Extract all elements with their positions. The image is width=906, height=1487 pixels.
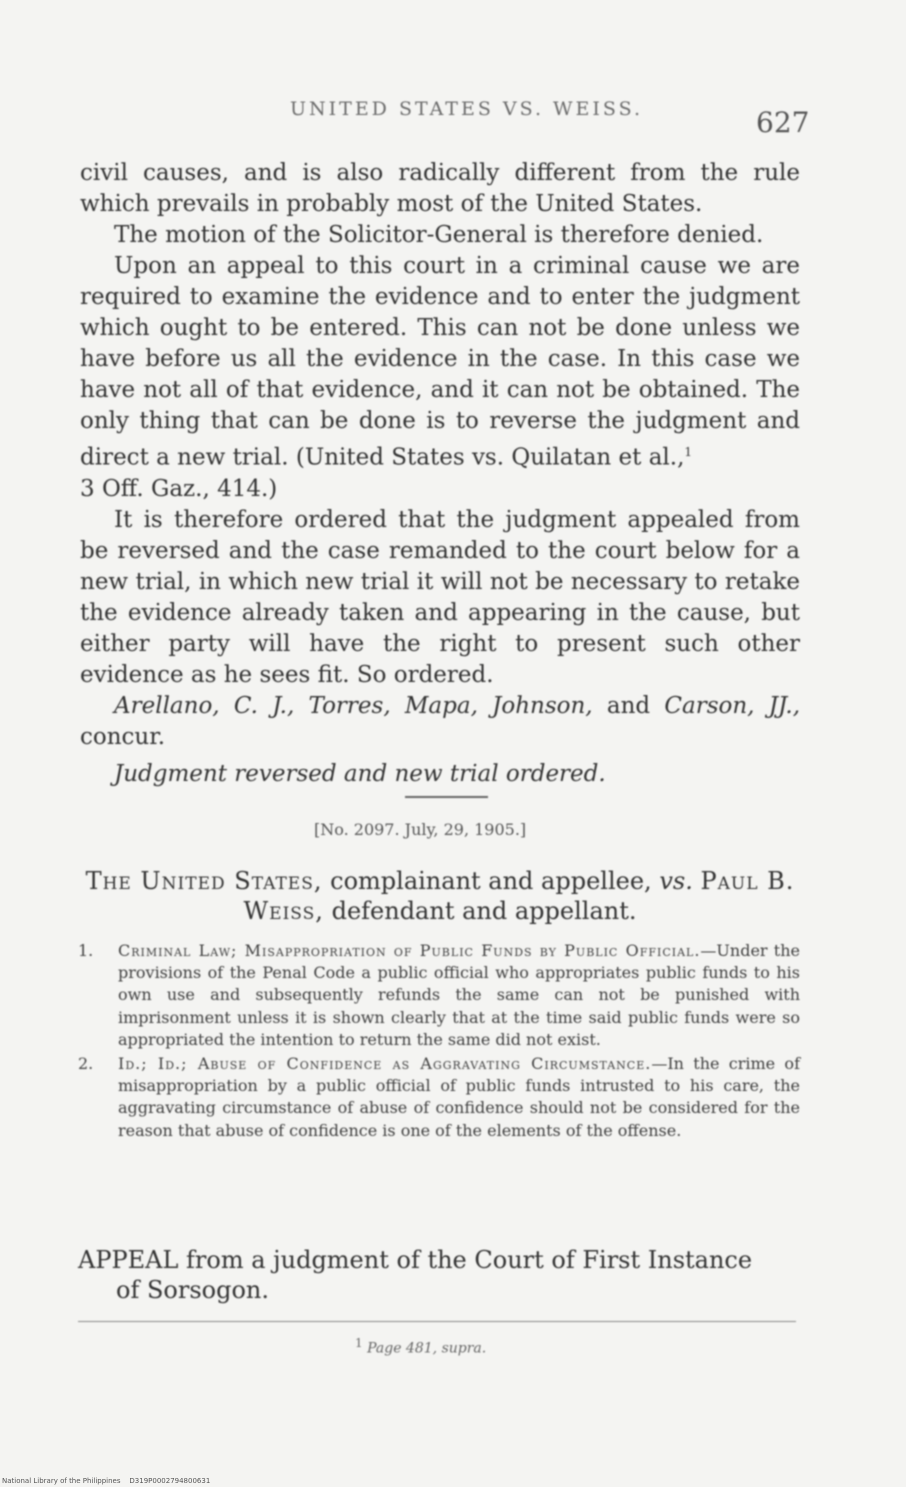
case-party-defendant: Paul B. Weiss, [243, 867, 795, 925]
syllabus-text: —In the crime of misappropriation by a public official of public funds intrusted to his care, the aggravating circumstance of abuse of confidence should not be considered for the reason that abuse of confidence is one of the elements of the offense. [118, 1054, 800, 1140]
case-title [78, 866, 802, 926]
appeal-statement [78, 1245, 798, 1305]
footnote-page: Page 481, [367, 1340, 438, 1357]
concurrence-and: and [606, 692, 651, 719]
running-head: UNITED STATES VS. WEISS. [290, 98, 643, 120]
paragraph-continuation: civil causes, and is also radically different from the rule which prevails in probably most of the United States. [80, 160, 800, 217]
appeal-line-1: APPEAL from a judgment of the Court of First Instance [78, 1246, 753, 1274]
syllabus-number: 2. [78, 1054, 94, 1074]
case-role-defendant: defendant and appellant. [331, 897, 637, 925]
case-versus: vs. [659, 867, 693, 895]
citation-continuation: 3 Off. Gaz., 414.) [80, 475, 278, 502]
case-number-date: [No. 2097. July, 29, 1905.] [314, 820, 527, 839]
concurrence-word: concur. [80, 723, 166, 750]
syllabus-heading: Criminal Law; Misappropriation of Public Funds by Public Official. [118, 941, 701, 960]
last-justice: Carson, JJ., [664, 692, 801, 719]
paragraph-order: It is therefore ordered that the judgment appealed from be reversed and the case remanded to the court below for a new trial, in which new trial it will not be necessary to retake the evidence already taken and appearing in the cause, but either party will have the right to present such other evidence as he sees fit. So ordered. [80, 506, 800, 688]
paragraph-appeal-text: Upon an appeal to this court in a criminal cause we are required to examine the evidence and to enter the judgment which ought to be entered. This can not be done unless we have before us all the evidence in the case. In this case we have not all of that evidence, and it can not be obtained. The only thing that can be done is to reverse the judgment and direct a new trial. (United States vs. Quilatan et al., [80, 253, 800, 471]
section-divider [405, 796, 488, 798]
case-role-plaintiff: complainant and appellee, [330, 867, 652, 895]
footnote-mark: 1 [355, 1336, 363, 1350]
concurring-justices: Arellano, C. J., Torres, Mapa, Johnson, [114, 692, 593, 719]
concurrence-line [80, 691, 800, 753]
syllabus [78, 940, 800, 1144]
appeal-line-2: of Sorsogon. [116, 1276, 269, 1304]
syllabus-item [78, 1053, 800, 1142]
footnote [355, 1336, 486, 1357]
opinion-body [80, 158, 800, 790]
footer-library: National Library of the Philippines [2, 1477, 121, 1485]
case-party-plaintiff: The United States, [85, 867, 323, 895]
footer-code: D319P0002794800631 [129, 1477, 211, 1485]
page-number: 627 [756, 106, 810, 139]
syllabus-number: 1. [78, 941, 94, 960]
footnote-supra: supra. [441, 1340, 487, 1357]
footnote-divider [78, 1321, 796, 1322]
syllabus-item [78, 940, 800, 1051]
footnote-marker: 1 [684, 445, 693, 459]
paragraph-appeal-reasoning [80, 251, 800, 505]
paragraph-motion-denied: The motion of the Solicitor-General is therefore denied. [114, 222, 764, 248]
syllabus-text: —Under the provisions of the Penal Code a public official who appropriates public funds to his own use and subsequently refunds the same can not be punished with imprisonment unless it is shown clearly that at the time said public funds were so appropriated the intention to return the same did not exist. [118, 941, 801, 1049]
scan-footer [2, 1477, 210, 1485]
disposition: Judgment reversed and new trial ordered. [114, 760, 606, 787]
syllabus-heading: Id.; Id.; Abuse of Confidence as Aggravating Circumstance. [118, 1054, 652, 1074]
